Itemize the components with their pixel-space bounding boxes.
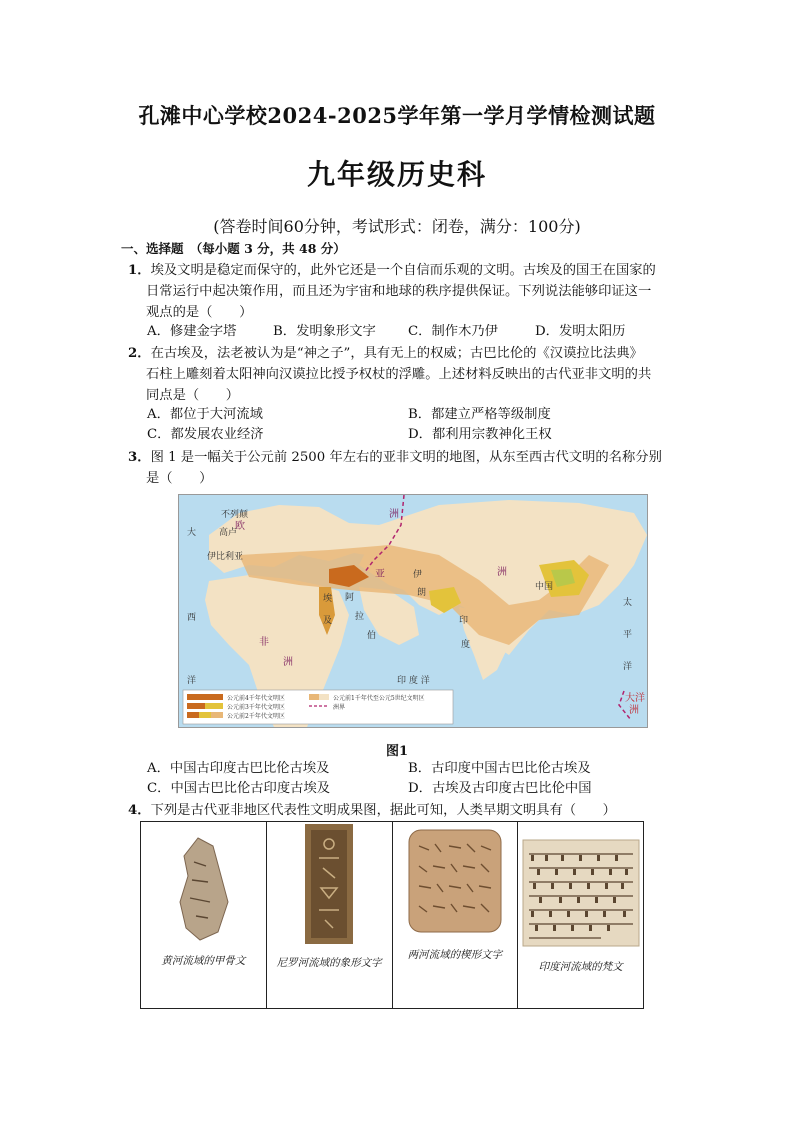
option-d[interactable]: D．发明太阳历 [535, 324, 626, 339]
map-label-indian-ocean: 印 度 洋 [397, 676, 430, 686]
option-c[interactable]: C．中国古巴比伦古印度古埃及 [147, 781, 331, 796]
exam-info: (答卷时间60分钟，考试形式：闭卷，满分：100分) [213, 217, 581, 236]
map-label-pacific: 平 [623, 630, 633, 640]
artifact-cell [266, 822, 392, 1009]
option-d[interactable]: D．都利用宗教神化王权 [408, 427, 552, 442]
sanskrit-manuscript-icon [521, 838, 641, 948]
legend-item: 公元前1千年代至公元5世纪文明区 [333, 695, 425, 702]
question-text-line: 图 1 是一幅关于公元前 2500 年左右的亚非文明的地图，从东至西古代文明的名称分别 [150, 450, 662, 465]
map-label-egypt: 埃 [323, 594, 333, 604]
artifact-cell [392, 822, 518, 1009]
artifact-caption: 印度河流域的梵文 [538, 961, 623, 973]
map-label-iran: 朗 [417, 588, 427, 598]
map-label-iran: 伊 [413, 570, 423, 580]
map-label-arabia: 伯 [367, 631, 377, 641]
hieroglyph-icon [299, 824, 359, 944]
map-label-egypt: 及 [323, 616, 333, 626]
map-label-oceania: 洲 [629, 705, 639, 716]
artifact-table [140, 821, 644, 1009]
map-label-europe: 洲 [389, 509, 399, 520]
school-title: 孔滩中心学校2024-2025学年第一学月学情检测试题 [138, 103, 656, 128]
map-label-asia: 洲 [497, 567, 507, 578]
artifact-caption: 两河流域的楔形文字 [407, 949, 503, 961]
question-number: 1． [128, 263, 151, 278]
question-text-line: 石柱上雕刻着太阳神向汉谟拉比授予权杖的浮雕。上述材料反映出的古代亚非文明的共 [146, 367, 652, 382]
map-label-ocean: 洋 [187, 676, 197, 686]
question-text-line: 日常运行中起决策作用，而且还为宇宙和地球的秩序提供保证。下列说法能够印证这一 [146, 284, 652, 299]
question-text-line: 同点是（ ） [146, 388, 240, 403]
question-text-line: 在古埃及，法老被认为是“神之子”，具有无上的权威；古巴比伦的《汉谟拉比法典》 [150, 346, 643, 361]
map-label-china: 中国 [535, 582, 554, 592]
oracle-bone-icon [158, 832, 248, 942]
legend-item: 公元前4千年代文明区 [227, 695, 285, 702]
subject-title: 九年级历史科 [306, 158, 487, 191]
map-label-ocean: 西 [187, 613, 197, 623]
cuneiform-tablet-icon [405, 826, 505, 936]
question-text-line: 埃及文明是稳定而保守的，此外它还是一个自信而乐观的文明。古埃及的国王在国家的 [150, 263, 656, 278]
legend-item: 公元前2千年代文明区 [227, 713, 285, 720]
map-label-pacific: 太 [623, 598, 633, 608]
question-3 [128, 447, 674, 489]
map-label-pacific: 洋 [623, 662, 633, 672]
legend-item: 公元前3千年代文明区 [227, 704, 285, 711]
artifact-caption: 尼罗河流域的象形文字 [276, 957, 382, 969]
artifact-cell [141, 822, 267, 1009]
option-b[interactable]: B．发明象形文字 [273, 324, 376, 339]
option-b[interactable]: B．古印度中国古巴比伦古埃及 [408, 761, 591, 776]
map-label-africa: 洲 [283, 657, 293, 668]
history-map [178, 494, 648, 728]
map-label-oceania: 大洋 [625, 693, 645, 704]
option-a[interactable]: A．中国古印度古巴比伦古埃及 [147, 761, 330, 776]
artifact-caption: 黄河流域的甲骨文 [161, 955, 246, 967]
map-label-iberia: 伊比利亚 [207, 552, 244, 562]
option-a[interactable]: A．修建金字塔 [147, 324, 237, 339]
question-number: 4． [128, 803, 151, 818]
option-c[interactable]: C．都发展农业经济 [147, 427, 264, 442]
map-label-africa: 非 [259, 637, 269, 648]
map-label-gaul: 高卢 [219, 528, 238, 538]
map-label-india: 印 [459, 616, 469, 626]
map-label-arabia: 阿 [345, 593, 355, 603]
section-title: 一、选择题 （每小题 3 分，共 48 分） [121, 241, 346, 256]
option-b[interactable]: B．都建立严格等级制度 [408, 407, 551, 422]
map-label-arabia: 拉 [355, 612, 365, 622]
question-1 [128, 260, 674, 323]
question-text-line: 下列是古代亚非地区代表性文明成果图，据此可知，人类早期文明具有（ ） [150, 803, 616, 818]
map-svg [179, 495, 647, 727]
map-label-britain: 不列颠 [221, 510, 249, 520]
question-2 [128, 343, 674, 406]
map-label-europe: 欧 [235, 521, 245, 532]
option-d[interactable]: D．古埃及古印度古巴比伦中国 [408, 781, 592, 796]
question-number: 3． [128, 450, 151, 465]
map-label-india: 度 [461, 640, 471, 650]
question-4 [128, 800, 674, 821]
legend-item: 洲界 [333, 704, 346, 711]
option-a[interactable]: A．都位于大河流域 [147, 407, 263, 422]
question-text-line: 是（ ） [146, 471, 213, 486]
question-text-line: 观点的是（ ） [146, 305, 253, 320]
artifact-cell [518, 822, 644, 1009]
map-label-ocean: 大 [187, 528, 197, 538]
map-label-asia: 亚 [375, 569, 385, 580]
option-c[interactable]: C．制作木乃伊 [408, 324, 498, 339]
question-number: 2． [128, 346, 151, 361]
figure-caption: 图1 [385, 744, 409, 759]
